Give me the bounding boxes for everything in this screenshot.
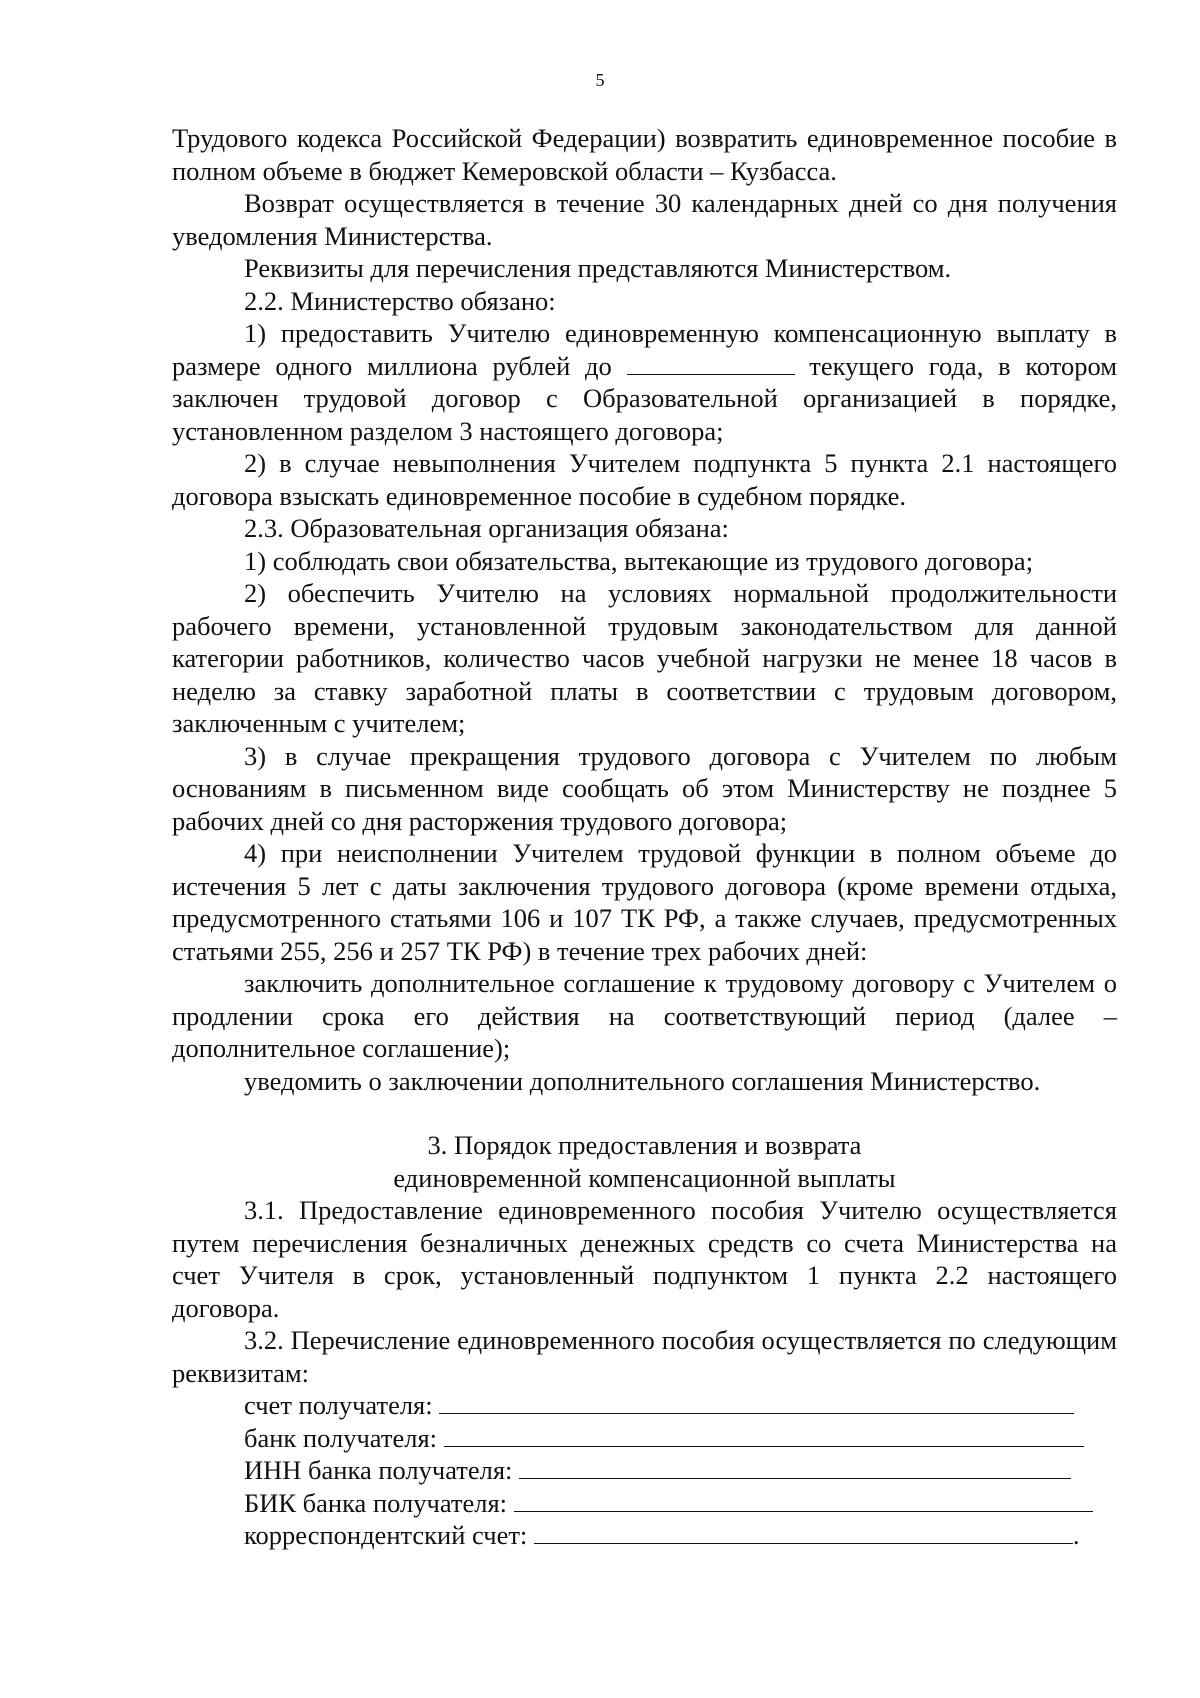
bank-inn-blank [519, 1456, 1071, 1479]
paragraph-requisites-note: Реквизиты для перечисления представляются Министерством. [244, 253, 952, 283]
paragraph-refund-term: Возврат осуществляется в течение 30 календарных дней со дня получения уведомления Министерства. [172, 188, 1117, 251]
clause-2-2-item-1 [172, 317, 1117, 447]
section-3-heading-line-2: единовременной компенсационной выплаты [393, 1162, 896, 1193]
field-label: ИНН банка получателя: [244, 1455, 520, 1485]
field-recipient-bank [244, 1422, 1117, 1455]
clause-2-3-item-4-sub-1: заключить дополнительное соглашение к трудовому договору с Учителем о продлении срока его действия на соответствующий период (далее – дополнительное соглашение); [172, 968, 1117, 1063]
clause-2-3-item-3: 3) в случае прекращения трудового договора с Учителем по любым основаниям в письменном виде сообщать об этом Министерству не позднее 5 рабочих дней со дня расторжения трудового договора; [172, 740, 1117, 836]
document-body [172, 122, 1117, 1552]
section-3-heading-line-1: 3. Порядок предоставления и возврата [427, 1130, 862, 1160]
clause-2-3-item-4-sub-2: уведомить о заключении дополнительного соглашения Министерство. [244, 1065, 1041, 1096]
field-label: банк получателя: [244, 1422, 444, 1453]
field-recipient-account [244, 1389, 1117, 1422]
bank-bik-blank [514, 1489, 1093, 1512]
clause-3-2: 3.2. Перечисление единовременного пособия осуществляется по следующим реквизитам: [172, 1325, 1117, 1388]
paragraph-refund-obligation: Трудового кодекса Российской Федерации) возвратить единовременное пособие в полном объеме в бюджет Кемеровской области – Кузбасса. [172, 123, 1117, 186]
field-suffix: . [1072, 1520, 1080, 1550]
clause-2-2-item-1-text-start: 1) предоставить Учителю единовременную компенсационную выплату в размере одного миллиона рублей до [172, 318, 1117, 381]
recipient-bank-blank [444, 1424, 1084, 1447]
clause-2-2-heading: 2.2. Министерство обязано: [244, 285, 556, 316]
clause-2-2-item-1-text-end: текущего года, в котором заключен трудовой договор с Образовательной организацией в порядке, установленном разделом 3 настоящего договора; [172, 350, 1117, 446]
recipient-account-blank [439, 1391, 1074, 1414]
clause-2-3-heading: 2.3. Образовательная организация обязана: [244, 513, 729, 543]
field-correspondent-account [244, 1519, 1117, 1552]
clause-3-1: 3.1. Предоставление единовременного пособия Учителю осуществляется путем перечисления безналичных денежных средств со счета Министерства на счет Учителя в срок, установленный подпунктом 1 пункта 2.2 настоящего договора. [172, 1195, 1117, 1323]
field-label: счет получателя: [244, 1390, 440, 1420]
correspondent-account-blank [534, 1521, 1073, 1544]
clause-2-3-item-2: 2) обеспечить Учителю на условиях нормальной продолжительности рабочего времени, установленной трудовым законодательством для данной категории работников, количество часов учебной нагрузки не менее 18 часов в неделю за ставку заработной платы в соответствии с трудовым договором, заключенным с учителем; [172, 578, 1117, 738]
clause-2-3-item-4: 4) при неисполнении Учителем трудовой функции в полном объеме до истечения 5 лет с даты заключения трудового договора (кроме времени отдыха, предусмотренного статьями 106 и 107 ТК РФ, а также случаев, предусмотренных статьями 255, 256 и 257 ТК РФ) в течение трех рабочих дней: [172, 838, 1117, 966]
payment-deadline-blank [627, 352, 795, 375]
clause-2-3-item-1: 1) соблюдать свои обязательства, вытекающие из трудового договора; [244, 545, 1034, 576]
field-bank-inn [244, 1454, 1117, 1487]
field-label: корреспондентский счет: [244, 1520, 534, 1550]
field-label: БИК банка получателя: [244, 1487, 514, 1518]
field-bank-bik [244, 1487, 1117, 1520]
clause-2-2-item-2: 2) в случае невыполнения Учителем подпункта 5 пункта 2.1 настоящего договора взыскать единовременное пособие в судебном порядке. [172, 448, 1117, 511]
page-number: 5 [595, 70, 605, 90]
